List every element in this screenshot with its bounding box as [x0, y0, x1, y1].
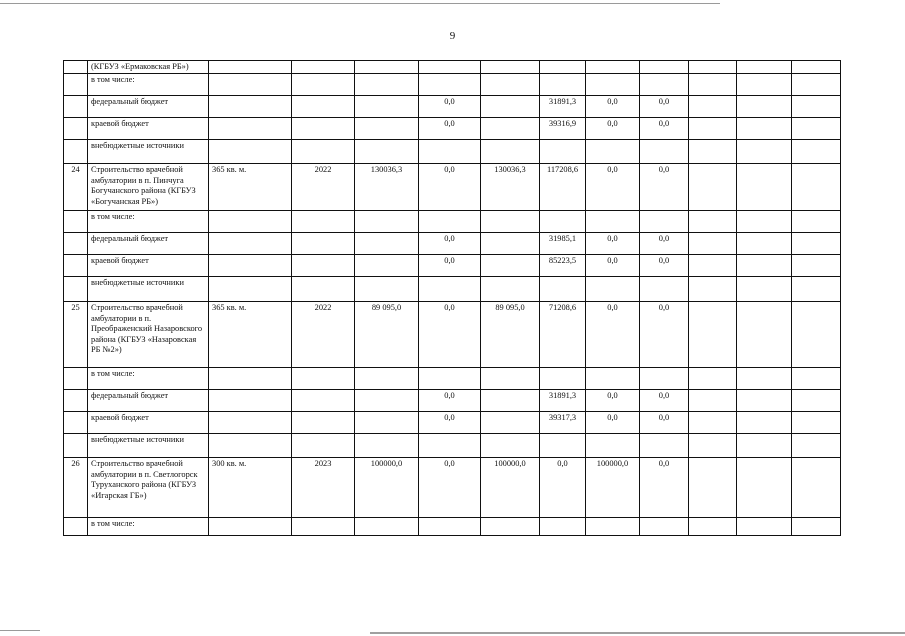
cell-col12	[792, 434, 841, 458]
table-row	[64, 96, 841, 118]
cell-col11	[737, 233, 792, 255]
cell-col5: 0,0	[419, 118, 481, 140]
cell-col5: 0,0	[419, 96, 481, 118]
cell-name: федеральный бюджет	[88, 233, 209, 255]
table-row	[64, 302, 841, 368]
cell-col8: 0,0	[586, 96, 640, 118]
cell-col10	[689, 390, 737, 412]
cell-area	[209, 118, 292, 140]
cell-col11	[737, 255, 792, 277]
cell-col12	[792, 74, 841, 96]
cell-col12	[792, 233, 841, 255]
cell-col10	[689, 211, 737, 233]
cell-col5: 0,0	[419, 255, 481, 277]
cell-col5	[419, 211, 481, 233]
cell-col5	[419, 140, 481, 164]
cell-number: 26	[64, 458, 88, 518]
cell-col8: 0,0	[586, 412, 640, 434]
cell-col11	[737, 434, 792, 458]
table-row	[64, 74, 841, 96]
cell-year	[292, 277, 355, 302]
cell-col10	[689, 233, 737, 255]
cell-col6	[481, 412, 540, 434]
cell-col9: 0,0	[640, 118, 689, 140]
cell-year: 2022	[292, 164, 355, 211]
cell-area: 365 кв. м.	[209, 164, 292, 211]
cell-year	[292, 211, 355, 233]
cell-area	[209, 255, 292, 277]
cell-col6	[481, 368, 540, 390]
cell-col11	[737, 61, 792, 74]
cell-col6	[481, 518, 540, 536]
cell-col10	[689, 458, 737, 518]
cell-col12	[792, 390, 841, 412]
cell-cost	[355, 61, 419, 74]
cell-cost: 89 095,0	[355, 302, 419, 368]
cell-col6: 100000,0	[481, 458, 540, 518]
cell-col5	[419, 277, 481, 302]
cell-col10	[689, 518, 737, 536]
cell-col12	[792, 412, 841, 434]
cell-col10	[689, 277, 737, 302]
cell-col7: 31985,1	[540, 233, 586, 255]
cell-year	[292, 518, 355, 536]
cell-col8	[586, 277, 640, 302]
cell-col8	[586, 434, 640, 458]
cell-number: 24	[64, 164, 88, 211]
cell-col8: 100000,0	[586, 458, 640, 518]
cell-cost	[355, 255, 419, 277]
cell-col10	[689, 164, 737, 211]
cell-area	[209, 211, 292, 233]
cell-year: 2023	[292, 458, 355, 518]
cell-name: Строительство врачебной амбулатории в п. Преображенский Назаровского района (КГБУЗ «Назаровская РБ №2»)	[88, 302, 209, 368]
cell-number	[64, 211, 88, 233]
cell-col10	[689, 140, 737, 164]
cell-name: краевой бюджет	[88, 255, 209, 277]
table-row	[64, 434, 841, 458]
cell-col5	[419, 74, 481, 96]
table-row	[64, 390, 841, 412]
cell-name: в том числе:	[88, 368, 209, 390]
table-row	[64, 412, 841, 434]
cell-col10	[689, 61, 737, 74]
cell-col7	[540, 140, 586, 164]
cell-col12	[792, 368, 841, 390]
cell-cost	[355, 96, 419, 118]
cell-name: в том числе:	[88, 211, 209, 233]
cell-col9: 0,0	[640, 233, 689, 255]
cell-col6	[481, 390, 540, 412]
table-row	[64, 458, 841, 518]
cell-col12	[792, 118, 841, 140]
scan-edge-top	[0, 3, 720, 4]
table-row	[64, 233, 841, 255]
cell-name: федеральный бюджет	[88, 390, 209, 412]
cell-col5: 0,0	[419, 458, 481, 518]
cell-name: краевой бюджет	[88, 118, 209, 140]
cell-name: (КГБУЗ «Ермаковская РБ»)	[88, 61, 209, 74]
cell-col12	[792, 96, 841, 118]
cell-col8	[586, 368, 640, 390]
cell-col12	[792, 61, 841, 74]
cell-name: Строительство врачебной амбулатории в п. Светлогорск Туруханского района (КГБУЗ «Игарская ГБ»)	[88, 458, 209, 518]
cell-col11	[737, 518, 792, 536]
cell-col11	[737, 412, 792, 434]
cell-col9: 0,0	[640, 255, 689, 277]
cell-number	[64, 74, 88, 96]
cell-col7	[540, 277, 586, 302]
cell-col8: 0,0	[586, 255, 640, 277]
cell-col6	[481, 96, 540, 118]
cell-col10	[689, 368, 737, 390]
cell-col5: 0,0	[419, 412, 481, 434]
page-number: 9	[449, 30, 456, 42]
cell-col9	[640, 368, 689, 390]
cell-col8: 0,0	[586, 302, 640, 368]
cell-year	[292, 368, 355, 390]
table-row	[64, 368, 841, 390]
table-row	[64, 211, 841, 233]
cell-col8	[586, 74, 640, 96]
cell-number: 25	[64, 302, 88, 368]
cell-col12	[792, 302, 841, 368]
table-row	[64, 61, 841, 74]
cell-cost	[355, 434, 419, 458]
cell-year	[292, 412, 355, 434]
cell-name: федеральный бюджет	[88, 96, 209, 118]
cell-area	[209, 277, 292, 302]
cell-number	[64, 118, 88, 140]
cell-area	[209, 518, 292, 536]
cell-area	[209, 74, 292, 96]
cell-col10	[689, 118, 737, 140]
cell-col9: 0,0	[640, 458, 689, 518]
cell-col5: 0,0	[419, 164, 481, 211]
cell-col12	[792, 140, 841, 164]
cell-col10	[689, 255, 737, 277]
cell-col9: 0,0	[640, 412, 689, 434]
cell-col11	[737, 140, 792, 164]
cell-area	[209, 96, 292, 118]
cell-number	[64, 233, 88, 255]
cell-number	[64, 390, 88, 412]
cell-number	[64, 61, 88, 74]
cell-col7: 117208,6	[540, 164, 586, 211]
cell-number	[64, 368, 88, 390]
cell-year	[292, 434, 355, 458]
cell-year: 2022	[292, 302, 355, 368]
cell-col10	[689, 96, 737, 118]
cell-col9	[640, 211, 689, 233]
cell-col6: 130036,3	[481, 164, 540, 211]
cell-col9: 0,0	[640, 164, 689, 211]
cell-col9	[640, 518, 689, 536]
cell-col10	[689, 412, 737, 434]
cell-col6	[481, 211, 540, 233]
cell-col11	[737, 302, 792, 368]
cell-col9: 0,0	[640, 390, 689, 412]
cell-col9	[640, 434, 689, 458]
cell-col9: 0,0	[640, 96, 689, 118]
cell-col12	[792, 277, 841, 302]
cell-col7	[540, 61, 586, 74]
cell-year	[292, 118, 355, 140]
cell-col7	[540, 368, 586, 390]
cell-col11	[737, 164, 792, 211]
cell-col6	[481, 118, 540, 140]
cell-col6	[481, 277, 540, 302]
cell-col7: 39316,9	[540, 118, 586, 140]
cell-name: краевой бюджет	[88, 412, 209, 434]
cell-year	[292, 96, 355, 118]
cell-col8: 0,0	[586, 233, 640, 255]
cell-number	[64, 518, 88, 536]
cell-col11	[737, 74, 792, 96]
cell-year	[292, 61, 355, 74]
cell-cost	[355, 518, 419, 536]
cell-col10	[689, 434, 737, 458]
cell-cost	[355, 140, 419, 164]
cell-col7	[540, 434, 586, 458]
table-row	[64, 277, 841, 302]
cell-col7: 0,0	[540, 458, 586, 518]
cell-col10	[689, 74, 737, 96]
cell-area: 365 кв. м.	[209, 302, 292, 368]
cell-name: внебюджетные источники	[88, 140, 209, 164]
cell-col5: 0,0	[419, 302, 481, 368]
cell-col7: 85223,5	[540, 255, 586, 277]
cell-number	[64, 255, 88, 277]
cell-col11	[737, 118, 792, 140]
cell-cost	[355, 277, 419, 302]
cell-col5: 0,0	[419, 233, 481, 255]
cell-col6	[481, 140, 540, 164]
cell-cost	[355, 211, 419, 233]
cell-col7: 31891,3	[540, 96, 586, 118]
cell-col8	[586, 61, 640, 74]
cell-col9	[640, 140, 689, 164]
cell-col5	[419, 434, 481, 458]
cell-year	[292, 390, 355, 412]
budget-table	[63, 60, 841, 536]
cell-col5: 0,0	[419, 390, 481, 412]
cell-col6: 89 095,0	[481, 302, 540, 368]
cell-cost	[355, 118, 419, 140]
cell-col7: 39317,3	[540, 412, 586, 434]
cell-cost	[355, 390, 419, 412]
cell-name: в том числе:	[88, 518, 209, 536]
cell-cost: 100000,0	[355, 458, 419, 518]
cell-name: внебюджетные источники	[88, 434, 209, 458]
cell-area: 300 кв. м.	[209, 458, 292, 518]
cell-col8	[586, 211, 640, 233]
cell-col12	[792, 164, 841, 211]
cell-col9: 0,0	[640, 302, 689, 368]
cell-col7: 71208,6	[540, 302, 586, 368]
table-row	[64, 255, 841, 277]
cell-col11	[737, 368, 792, 390]
cell-name: Строительство врачебной амбулатории в п. Пинчуга Богучанского района (КГБУЗ «Богучанская РБ»)	[88, 164, 209, 211]
cell-cost	[355, 74, 419, 96]
cell-area	[209, 61, 292, 74]
cell-col7	[540, 211, 586, 233]
cell-col9	[640, 277, 689, 302]
cell-col11	[737, 458, 792, 518]
cell-number	[64, 434, 88, 458]
cell-area	[209, 233, 292, 255]
cell-col9	[640, 61, 689, 74]
cell-cost	[355, 233, 419, 255]
cell-year	[292, 140, 355, 164]
cell-name: в том числе:	[88, 74, 209, 96]
cell-col10	[689, 302, 737, 368]
cell-col5	[419, 518, 481, 536]
cell-col7	[540, 74, 586, 96]
cell-year	[292, 74, 355, 96]
cell-area	[209, 140, 292, 164]
cell-col7	[540, 518, 586, 536]
cell-year	[292, 255, 355, 277]
cell-number	[64, 412, 88, 434]
cell-col6	[481, 61, 540, 74]
cell-col6	[481, 255, 540, 277]
cell-col8	[586, 518, 640, 536]
cell-name: внебюджетные источники	[88, 277, 209, 302]
cell-col12	[792, 458, 841, 518]
cell-col11	[737, 96, 792, 118]
cell-col12	[792, 211, 841, 233]
table-row	[64, 164, 841, 211]
cell-col8	[586, 140, 640, 164]
cell-cost	[355, 368, 419, 390]
cell-col11	[737, 390, 792, 412]
cell-col9	[640, 74, 689, 96]
cell-area	[209, 434, 292, 458]
cell-area	[209, 390, 292, 412]
cell-col5	[419, 368, 481, 390]
cell-area	[209, 368, 292, 390]
cell-col12	[792, 255, 841, 277]
cell-col5	[419, 61, 481, 74]
cell-col7: 31891,3	[540, 390, 586, 412]
cell-col8: 0,0	[586, 164, 640, 211]
cell-cost	[355, 412, 419, 434]
scan-edge-bottom-right	[370, 632, 905, 634]
cell-number	[64, 277, 88, 302]
cell-number	[64, 96, 88, 118]
table-row	[64, 518, 841, 536]
cell-col11	[737, 277, 792, 302]
cell-col12	[792, 518, 841, 536]
cell-year	[292, 233, 355, 255]
scan-edge-bottom-left	[0, 630, 40, 631]
cell-col8: 0,0	[586, 390, 640, 412]
cell-col6	[481, 233, 540, 255]
cell-col11	[737, 211, 792, 233]
table-row	[64, 140, 841, 164]
table-row	[64, 118, 841, 140]
cell-area	[209, 412, 292, 434]
cell-col8: 0,0	[586, 118, 640, 140]
cell-col6	[481, 434, 540, 458]
cell-cost: 130036,3	[355, 164, 419, 211]
cell-number	[64, 140, 88, 164]
cell-col6	[481, 74, 540, 96]
